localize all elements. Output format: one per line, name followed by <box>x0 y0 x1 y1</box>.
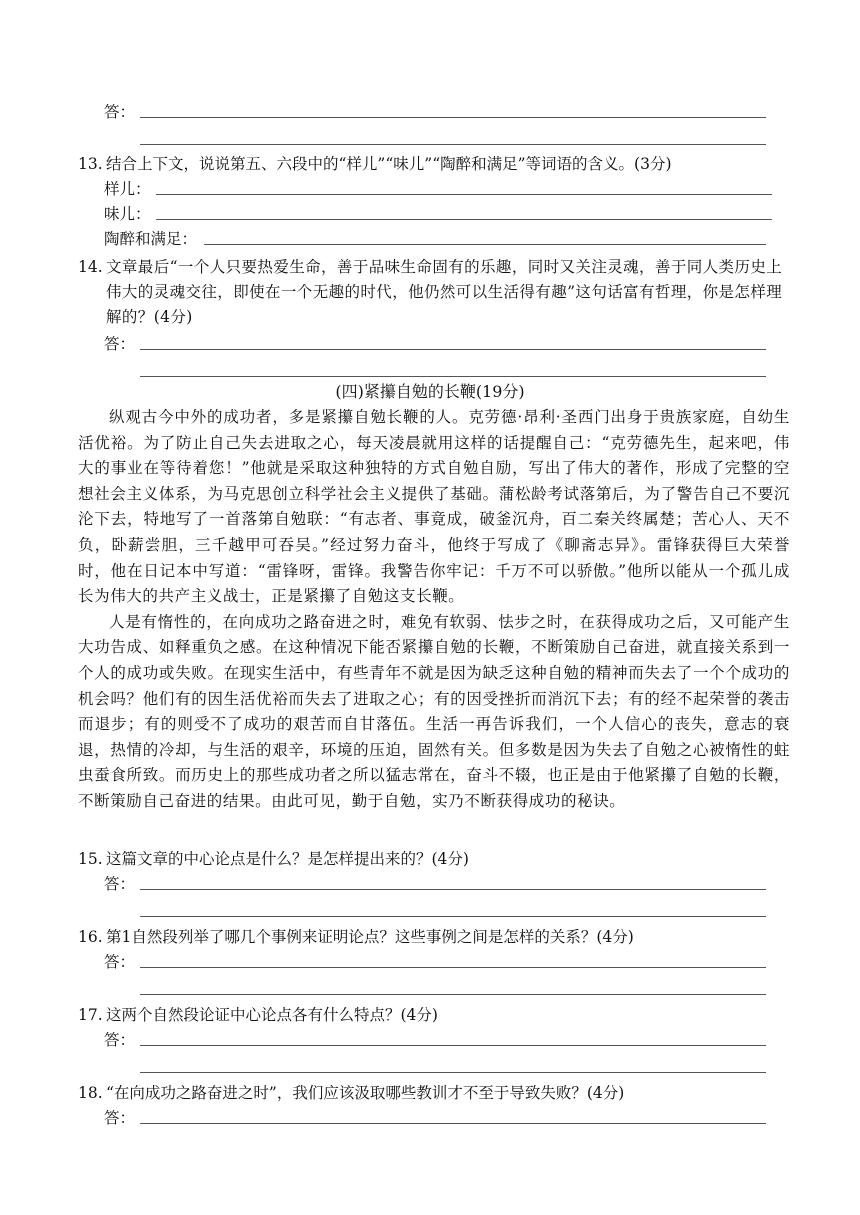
answer-area-15[interactable] <box>104 872 766 896</box>
answer-label: 答： <box>104 335 136 353</box>
question-number: 15. <box>78 850 103 868</box>
field-label: 陶醉和满足： <box>104 230 198 248</box>
answer-label: 答： <box>104 103 136 121</box>
question-text: 这篇文章的中心论点是什么？是怎样提出来的？(4分) <box>106 850 469 868</box>
answer-area-14[interactable] <box>104 332 766 356</box>
question-text: 这两个自然段论证中心论点各有什么特点？(4分) <box>106 1006 438 1024</box>
field-label: 味儿： <box>104 205 151 223</box>
question-number: 16. <box>78 928 103 946</box>
answer-area-18[interactable] <box>104 1106 766 1130</box>
question-text: 第1自然段列举了哪几个事例来证明论点？这些事例之间是怎样的关系？(4分) <box>106 928 634 946</box>
answer-line <box>156 219 772 220</box>
answer-line <box>140 1045 766 1046</box>
question-number: 18. <box>78 1084 103 1102</box>
answer-area-12[interactable] <box>104 100 766 124</box>
section-title: (四)紧攥自勉的长鞭(19分) <box>335 382 525 401</box>
answer-line <box>140 994 766 995</box>
question-text: “在向成功之路奋进之时”，我们应该汲取哪些教训才不至于导致失败？(4分) <box>106 1084 625 1102</box>
answer-label: 答： <box>104 875 136 893</box>
fill-yanger[interactable] <box>104 177 772 201</box>
paragraph: 人是有惰性的，在向成功之路奋进之时，难免有软弱、怯步之时，在获得成功之后，又可能产生大功告成、如释重负之感。在这种情况下能否紧攥自勉的长鞭，不断策励自己奋进，就直接关系到一个人的成功或失败。在现实生活中，有些青年不就是因为缺乏这种自勉的精神而失去了一个个成功的机会吗？他们有的因生活优裕而失去了进取之心；有的因受挫折而消沉下去；有的经不起荣誉的袭击而退步；有的则受不了成功的艰苦而自甘落伍。生活一再告诉我们，一个人信心的丧失，意志的衰退，热情的冷却，与生活的艰辛，环境的压迫，固然有关。但多数是因为失去了自勉之心被惰性的蛀虫蚕食所致。而历史上的那些成功者之所以猛志常在，奋斗不辍，也正是由于他紧攥了自勉的长鞭，不断策励自己奋进的结果。由此可见，勤于自勉，实乃不断获得成功的秘诀。 <box>78 612 790 810</box>
answer-line <box>140 889 766 890</box>
passage <box>78 405 790 815</box>
question-text: 结合上下文，说说第五、六段中的“样儿”“味儿”“陶醉和满足”等词语的含义。(3分) <box>106 155 672 173</box>
answer-line <box>140 1072 766 1073</box>
answer-label: 答： <box>104 953 136 971</box>
answer-area-17[interactable] <box>104 1028 766 1052</box>
fill-taozui[interactable] <box>104 227 766 251</box>
field-label: 样儿： <box>104 180 151 198</box>
answer-label: 答： <box>104 1031 136 1049</box>
answer-line <box>140 349 766 350</box>
answer-line <box>140 916 766 917</box>
fill-weier[interactable] <box>104 202 772 226</box>
answer-area-16[interactable] <box>104 950 766 974</box>
answer-line <box>140 1123 766 1124</box>
paragraph: 纵观古今中外的成功者，多是紧攥自勉长鞭的人。克劳德·昂利·圣西门出身于贵族家庭，自幼生活优裕。为了防止自己失去进取之心，每天凌晨就用这样的话提醒自己：“克劳德先生，起来吧，伟大的事业在等待着您！”他就是采取这种独特的方式自勉自励，写出了伟大的著作，形成了完整的空想社会主义体系，为马克思创立科学社会主义提供了基础。蒲松龄考试落第后，为了警告自己不要沉沦下去，特地写了一首落第自勉联：“有志者、事竟成，破釜沉舟，百二秦关终属楚；苦心人、天不负，卧薪尝胆，三千越甲可吞吴。”经过努力奋斗，他终于写成了《聊斋志异》。雷锋获得巨大荣誉时，他在日记本中写道：“雷锋呀，雷锋。我警告你牢记：千万不可以骄傲。”他所以能从一个孤儿成长为伟大的共产主义战士，正是紧攥了自勉这支长鞭。 <box>78 408 790 606</box>
answer-line <box>140 144 766 145</box>
question-number: 13. <box>78 155 103 173</box>
question-number: 17. <box>78 1006 103 1024</box>
answer-label: 答： <box>104 1109 136 1127</box>
question-number: 14. <box>78 258 103 276</box>
answer-line <box>140 967 766 968</box>
answer-line <box>156 194 772 195</box>
question-text: 文章最后“一个人只要热爱生命，善于品味生命固有的乐趣，同时又关注灵魂，善于同人类历史上伟大的灵魂交往，即使在一个无趣的时代，他仍然可以生活得有趣”这句话富有哲理，你是怎样理解的？(4分) <box>106 258 783 326</box>
answer-line <box>140 117 766 118</box>
answer-line <box>140 376 766 377</box>
answer-line <box>204 244 766 245</box>
